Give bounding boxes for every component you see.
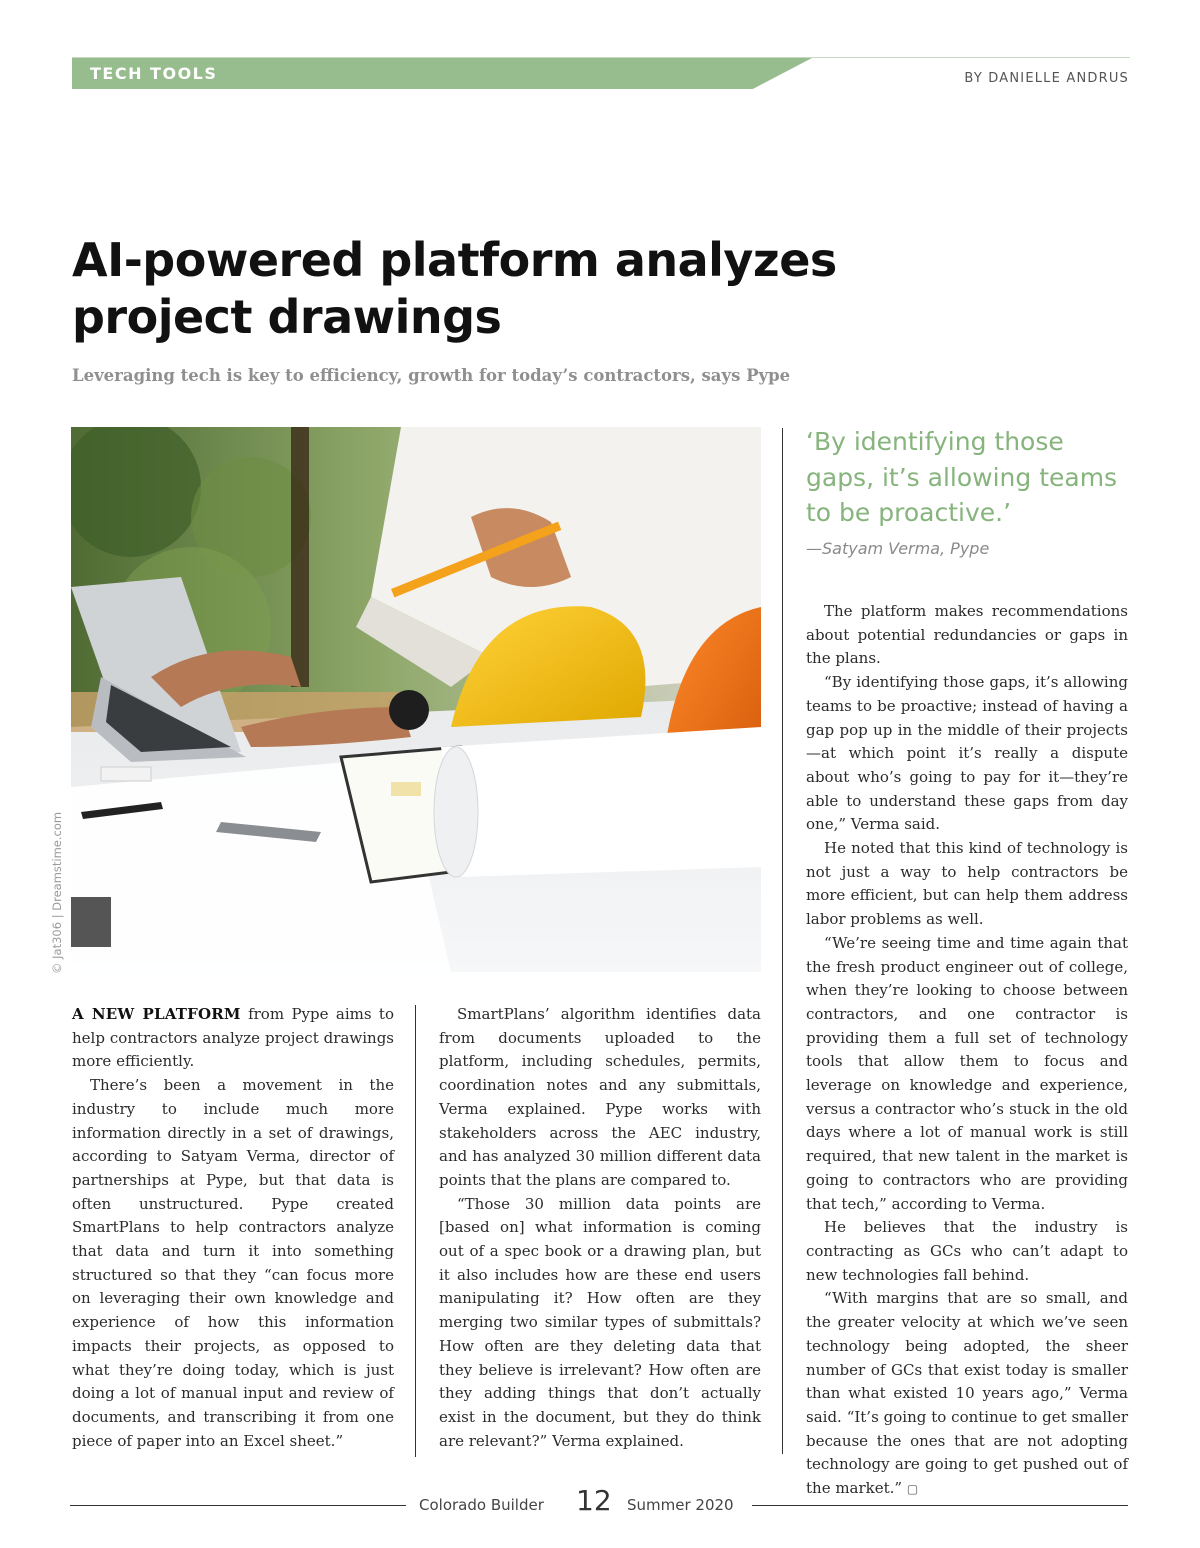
header-rule <box>72 57 1130 58</box>
body-column-3 <box>806 600 1128 1502</box>
footer-publication: Colorado Builder <box>419 1496 544 1514</box>
article-photo <box>71 427 761 972</box>
footer-rule-left <box>70 1505 406 1506</box>
footer-rule-right <box>752 1505 1128 1506</box>
column-rule <box>415 1005 416 1457</box>
paragraph: SmartPlans’ algorithm identifies data from documents uploaded to the platform, including schedules, permits, coordination notes and any submittals, Verma explained. Pype works with stakeholders across the AEC industry, and has analyzed 30 million different data points that the plans are compared to. <box>439 1005 761 1189</box>
paragraph: He believes that the industry is contracting as GCs who can’t adapt to new technologies fall behind. <box>806 1218 1128 1284</box>
byline: BY DANIELLE ANDRUS <box>964 71 1129 86</box>
body-column-2 <box>439 1003 761 1453</box>
paragraph <box>72 1003 394 1074</box>
pull-quote: ‘By identifying those gaps, it’s allowing teams to be proactive.’ <box>806 427 1118 527</box>
column-rule <box>782 428 783 1454</box>
paragraph: “By identifying those gaps, it’s allowing teams to be proactive; instead of having a gap pop up in the middle of their projects—at which point it’s really a dispute about who’s going to pay for it—they’re able to understand these gaps from day one,” Verma said. <box>806 673 1128 834</box>
end-mark-icon: ▢ <box>906 1482 919 1497</box>
section-tag: TECH TOOLS <box>90 64 218 83</box>
paragraph: The platform makes recommendations about potential redundancies or gaps in the plans. <box>806 602 1128 668</box>
paragraph <box>806 1287 1128 1501</box>
page-number: 12 <box>576 1484 612 1517</box>
deck: Leveraging tech is key to efficiency, growth for today’s contractors, says Pype <box>72 366 791 385</box>
body-column-1 <box>72 1003 394 1453</box>
paragraph-text: “With margins that are so small, and the greater velocity at which we’ve seen technology being adopted, the sheer number of GCs that exist today is smaller than what existed 10 years ago,” Verma said. “It’s going to continue to get smaller because the ones that are not adopting technology are going to get pushed out of the market.” <box>806 1289 1128 1498</box>
paragraph: He noted that this kind of technology is not just a way to help contractors be more efficient, but can help them address labor problems as well. <box>806 839 1128 929</box>
photo-credit: © Jat306 | Dreamstime.com <box>50 811 64 974</box>
pull-quote-attribution: —Satyam Verma, Pype <box>806 539 990 558</box>
headline: AI-powered platform analyzes project drawings <box>72 233 837 344</box>
paragraph-text: from Pype aims to help contractors analyze project drawings more efficiently. <box>72 1005 394 1071</box>
lead-in: A NEW PLATFORM <box>72 1005 241 1023</box>
footer-issue: Summer 2020 <box>627 1496 734 1514</box>
paragraph: “Those 30 million data points are [based on] what information is coming out of a spec book or a drawing plan, but it also includes how are these end users manipulating it? How often are they merging two similar types of submittals? How often are they deleting data that they believe is irrelevant? How often are they adding things that don’t actually exist in the document, but they do think are relevant?” Verma explained. <box>439 1194 761 1450</box>
paragraph: There’s been a movement in the industry to include much more information directly in a set of drawings, according to Satyam Verma, director of partnerships at Pype, but that data is often unstructured. Pype created SmartPlans to help contractors analyze that data and turn it into something structured so that they “can focus more on leveraging their own knowledge and experience of how this information impacts their projects, as opposed to what they’re doing today, which is just doing a lot of manual input and review of documents, and transcribing it from one piece of paper into an Excel sheet.” <box>72 1076 394 1450</box>
paragraph: “We’re seeing time and time again that the fresh product engineer out of college, when they’re looking to choose between contractors, and one contractor is providing them a full set of technology tools that allow them to focus and leverage on knowledge and experience, versus a contractor who’s stuck in the old days where a lot of manual work is still required, that new talent in the market is going to contractors who are providing that tech,” according to Verma. <box>806 933 1128 1213</box>
